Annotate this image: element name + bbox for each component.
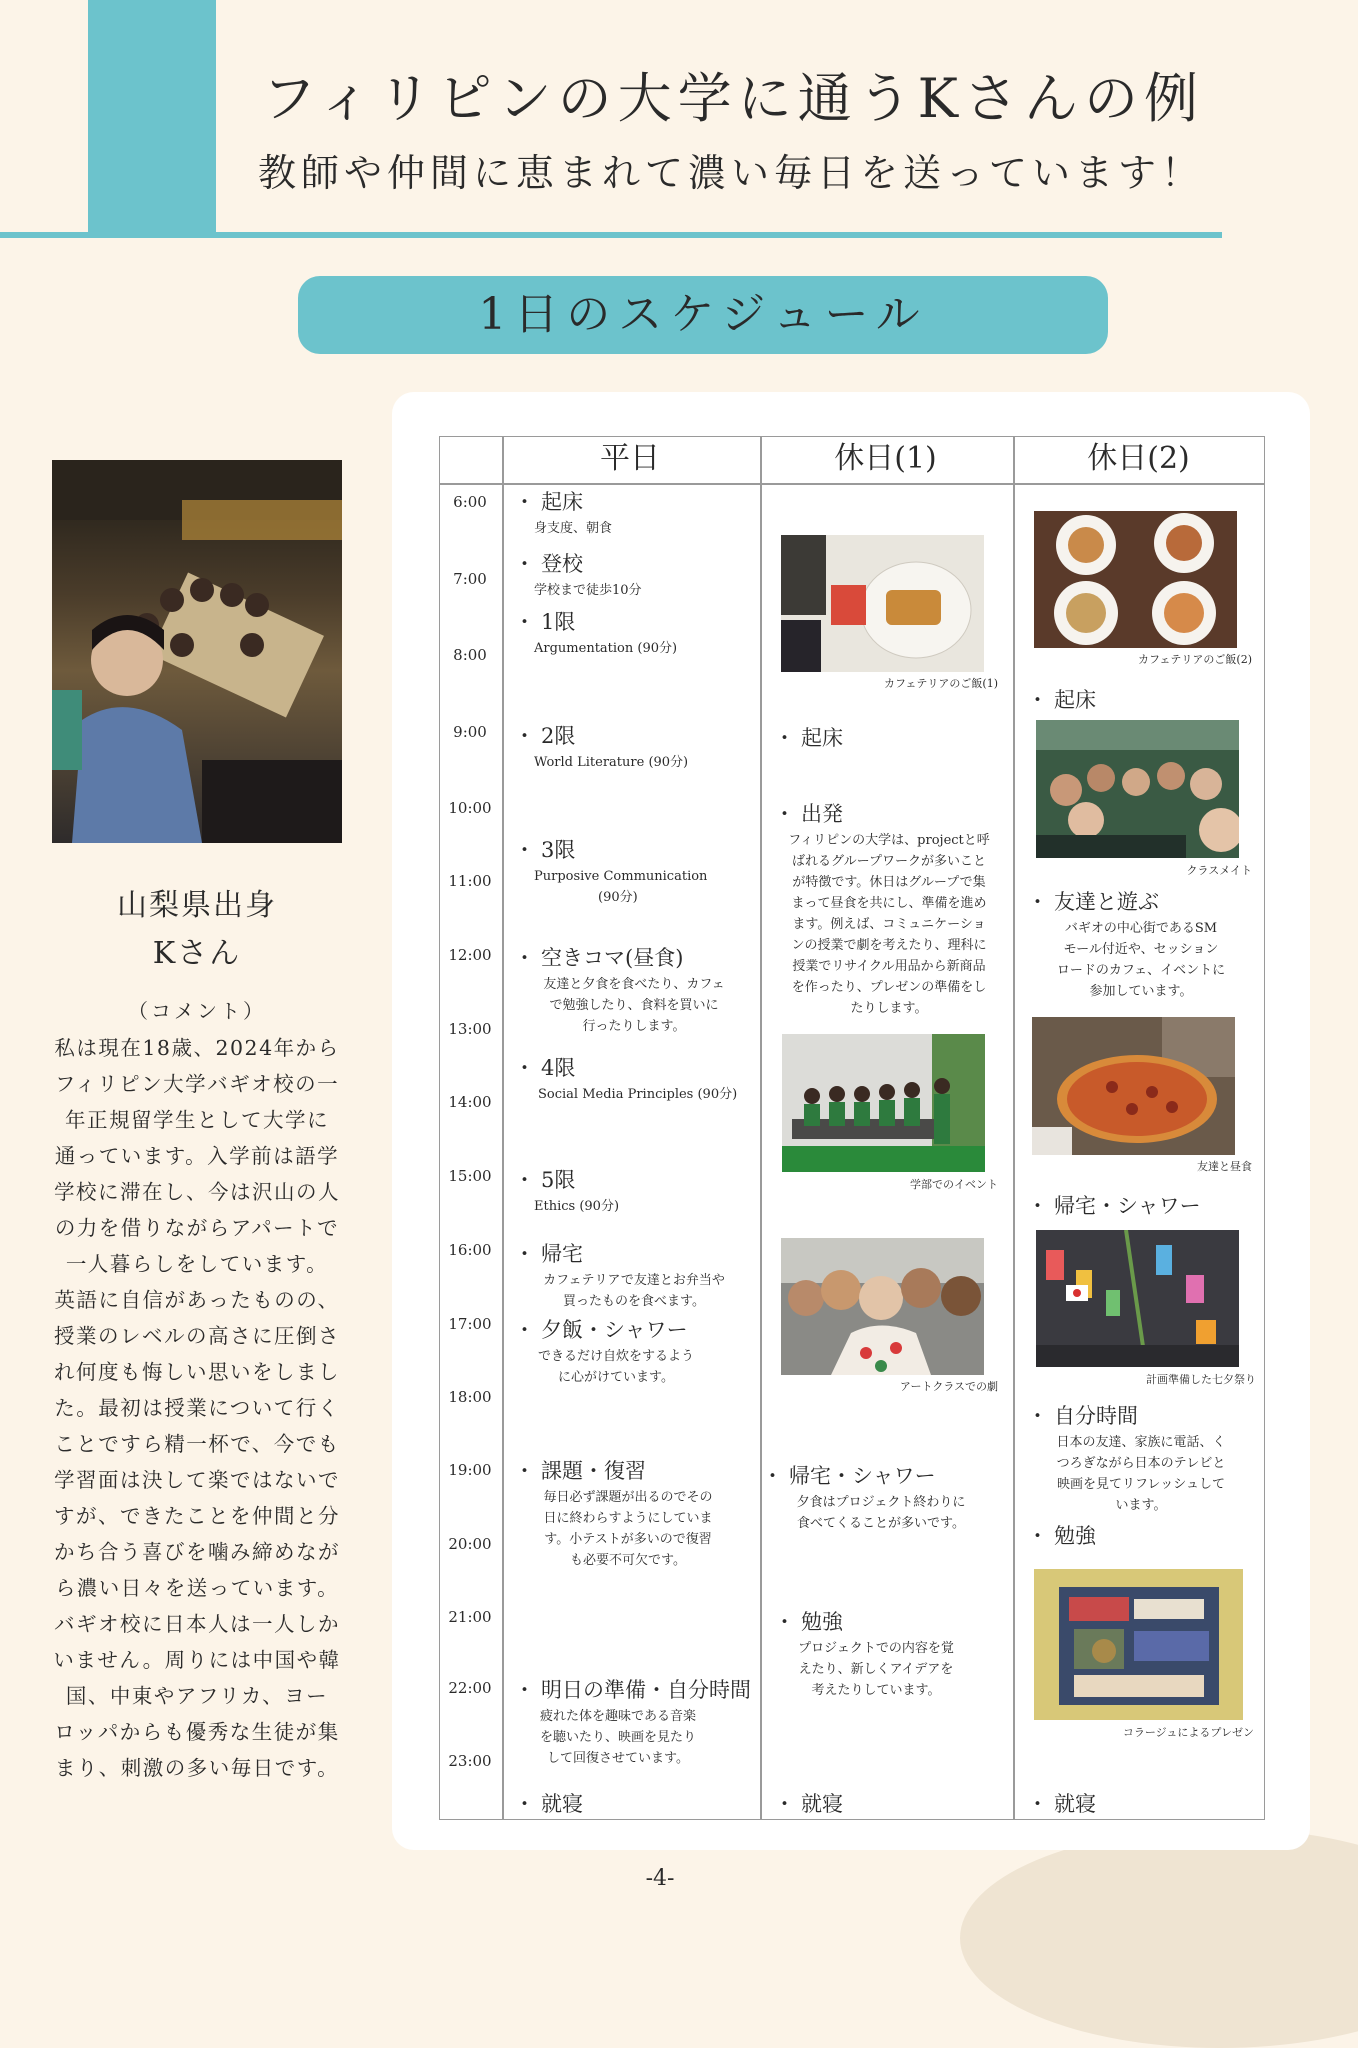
time-label: 7:00 xyxy=(453,570,487,588)
column-header-holiday2: 休日(2) xyxy=(1087,441,1190,476)
comment-line: れ何度も悔しい思いをしまし xyxy=(54,1360,340,1384)
time-label: 9:00 xyxy=(453,723,487,741)
department-event-photo xyxy=(782,1034,985,1172)
weekday-event: ・ 就寝 xyxy=(514,1792,583,1816)
comment-line: 国、中東やアフリカ、ヨー xyxy=(65,1684,329,1708)
photo-caption: 学部でのイベント xyxy=(910,1178,998,1191)
time-label: 20:00 xyxy=(448,1535,492,1553)
art-class-drama-photo xyxy=(781,1238,984,1375)
profile-group-photo xyxy=(52,460,342,843)
tanabata-festival-photo xyxy=(1036,1230,1239,1367)
cafeteria-food-photo-1 xyxy=(781,535,984,672)
profile-comment xyxy=(38,1030,356,1786)
comment-line: ことですら精一杯で、今でも xyxy=(54,1432,340,1456)
time-label: 19:00 xyxy=(448,1461,492,1479)
photo-caption: アートクラスでの劇 xyxy=(899,1380,998,1393)
weekday-event: ・ 帰宅 カフェテリアで友達とお弁当や 買ったものを食べます。 xyxy=(514,1242,725,1309)
holiday1-event: ・ 起床 xyxy=(774,726,843,750)
comment-line: まり、刺激の多い毎日です。 xyxy=(54,1756,340,1780)
comment-line: 授業のレベルの高さに圧倒さ xyxy=(54,1324,340,1348)
comment-line: ら濃い日々を送っています。 xyxy=(54,1576,340,1600)
holiday2-event: ・ 自分時間 日本の友達、家族に電話、く つろぎながら日本のテレビと 映画を見てリフレッシュして います。 xyxy=(1027,1404,1226,1513)
time-label: 15:00 xyxy=(448,1167,492,1185)
classmates-photo xyxy=(1036,720,1239,858)
weekday-event: ・ 4限 Social Media Principles (90分) xyxy=(514,1056,738,1102)
holiday1-event: ・ 帰宅・シャワー 夕食はプロジェクト終わりに 食べてくることが多いです。 xyxy=(762,1464,966,1531)
comment-line: すが、できたことを仲間と分 xyxy=(54,1504,340,1528)
time-label: 10:00 xyxy=(448,799,492,817)
column-divider xyxy=(502,437,504,1819)
time-label: 8:00 xyxy=(453,646,487,664)
lunch-pizza-photo xyxy=(1032,1017,1235,1155)
column-divider xyxy=(1013,437,1015,1819)
corner-decoration xyxy=(960,1828,1358,2048)
comment-line: バギオ校に日本人は一人しか xyxy=(54,1612,340,1636)
weekday-event: ・ 3限 Purposive Communication (90分) xyxy=(514,838,708,905)
profile-origin: 山梨県出身 xyxy=(117,888,277,923)
holiday2-event: ・ 就寝 xyxy=(1027,1792,1096,1816)
time-label: 11:00 xyxy=(448,872,492,890)
header-accent-block xyxy=(88,0,216,232)
comment-line: フィリピン大学バギオ校の一 xyxy=(54,1072,340,1096)
profile-name: Kさん xyxy=(152,936,242,971)
weekday-event: ・ 登校 学校まで徒歩10分 xyxy=(514,552,642,598)
comment-line: 学校に滞在し、今は沢山の人 xyxy=(54,1180,340,1204)
time-label: 18:00 xyxy=(448,1388,492,1406)
page-title: フィリピンの大学に通うKさんの例 xyxy=(262,67,1205,130)
column-divider xyxy=(760,437,762,1819)
comment-line: の力を借りながらアパートで xyxy=(54,1216,340,1240)
photo-caption: 計画準備した七夕祭り xyxy=(1146,1373,1256,1386)
comment-line: かち合う喜びを噛み締めなが xyxy=(54,1540,340,1564)
comment-line: 私は現在18歳、2024年から xyxy=(54,1036,340,1060)
weekday-event: ・ 1限 Argumentation (90分) xyxy=(514,610,678,656)
cafeteria-food-photo-2 xyxy=(1034,511,1237,648)
photo-caption: カフェテリアのご飯(2) xyxy=(1137,653,1252,666)
time-label: 16:00 xyxy=(448,1241,492,1259)
weekday-event: ・ 起床 身支度、朝食 xyxy=(514,490,613,536)
comment-line: 年正規留学生として大学に xyxy=(65,1108,329,1132)
weekday-event: ・ 空きコマ(昼食) 友達と夕食を食べたり、カフェ で勉強したり、食料を買いに 行ったりします。 xyxy=(514,946,725,1034)
holiday2-event: ・ 起床 xyxy=(1027,688,1096,712)
holiday1-event: ・ 就寝 xyxy=(774,1792,843,1816)
comment-line: ロッパからも優秀な生徒が集 xyxy=(54,1720,340,1744)
photo-caption: コラージュによるプレゼン xyxy=(1122,1726,1254,1739)
comment-label: （コメント） xyxy=(128,999,266,1023)
holiday1-event: ・ 出発 フィリピンの大学は、projectと呼 ばれるグループワークが多いこと が特徴です。休日はグループで集 まって昼食を共にし、準備を進め ます。例えば、コミュニケーショ ンの授業で劇を考えたり、理科に 授業でリサイクル用品から新商品 を作ったり、プレゼンの準備をし たりします。 xyxy=(774,802,990,1016)
holiday2-event: ・ 帰宅・シャワー xyxy=(1027,1194,1201,1218)
comment-line: いません。周りには中国や韓 xyxy=(53,1648,341,1672)
page-number: -4- xyxy=(645,1866,675,1891)
time-label: 23:00 xyxy=(448,1752,492,1770)
time-label: 6:00 xyxy=(453,493,487,511)
header-accent-line xyxy=(0,232,1222,238)
holiday2-event: ・ 友達と遊ぶ バギオの中心街であるSM モール付近や、セッション ロードのカフェ、イベントに 参加しています。 xyxy=(1027,890,1226,999)
weekday-event: ・ 明日の準備・自分時間 疲れた体を趣味である音楽 を聴いたり、映画を見たり して回復させています。 xyxy=(514,1678,751,1766)
section-title: 1日のスケジュール xyxy=(298,276,1108,354)
comment-line: 通っています。入学前は語学 xyxy=(54,1144,340,1168)
comment-line: 一人暮らしをしています。 xyxy=(65,1252,329,1276)
weekday-event: ・ 課題・復習 毎日必ず課題が出るのでその 日に終わらすようにしていま す。小テストが多いので復習 も必要不可欠です。 xyxy=(514,1459,713,1568)
time-label: 21:00 xyxy=(448,1608,492,1626)
photo-caption: カフェテリアのご飯(1) xyxy=(883,677,998,690)
page-subtitle: 教師や仲間に恵まれて濃い毎日を送っています！ xyxy=(258,151,1205,195)
weekday-event: ・ 2限 World Literature (90分) xyxy=(514,724,689,770)
column-header-holiday1: 休日(1) xyxy=(834,441,937,476)
photo-caption: 友達と昼食 xyxy=(1197,1160,1252,1173)
time-label: 13:00 xyxy=(448,1020,492,1038)
column-header-weekday: 平日 xyxy=(600,441,660,476)
photo-caption: クラスメイト xyxy=(1186,864,1252,877)
weekday-event: ・ 5限 Ethics (90分) xyxy=(514,1168,620,1214)
comment-line: 学習面は決して楽ではないで xyxy=(54,1468,340,1492)
comment-line: 英語に自信があったものの、 xyxy=(54,1288,340,1312)
time-label: 17:00 xyxy=(448,1315,492,1333)
holiday1-event: ・ 勉強 プロジェクトでの内容を覚 えたり、新しくアイデアを 考えたりしています。 xyxy=(774,1610,954,1698)
time-label: 14:00 xyxy=(448,1093,492,1111)
comment-line: た。最初は授業について行く xyxy=(54,1396,340,1420)
holiday2-event: ・ 勉強 xyxy=(1027,1524,1096,1548)
collage-presentation-photo xyxy=(1034,1569,1243,1720)
time-label: 12:00 xyxy=(448,946,492,964)
weekday-event: ・ 夕飯・シャワー できるだけ自炊をするよう に心がけています。 xyxy=(514,1318,694,1385)
time-label: 22:00 xyxy=(448,1679,492,1697)
